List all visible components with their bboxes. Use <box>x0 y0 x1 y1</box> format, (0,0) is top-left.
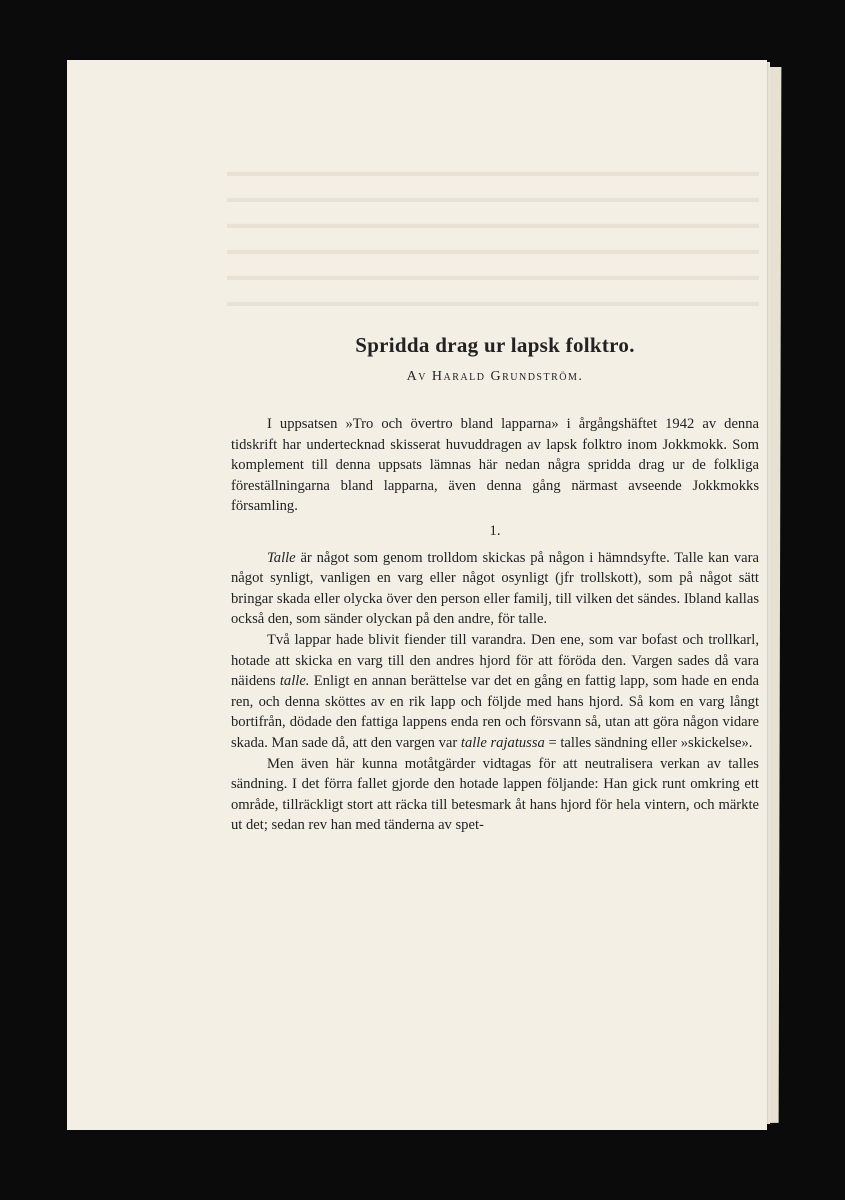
paragraph-text: är något som genom trolldom skickas på någon i hämndsyfte. Talle kan vara något synligt, vanligen en varg eller något osynligt (jfr trollskott), som på något sätt bringar skada eller olycka över den person eller familj, till vilken det sändes. Ibland kallas också den, som sänder olyckan på den andre, för talle. <box>231 549 759 628</box>
paragraph: Men även här kunna motåtgärder vidtagas för att neutralisera verkan av talles sändning. I det förra fallet gjorde den hotade lappen följande: Han gick runt omkring ett område, tillräckligt stort att räcka till betesmark åt hans hjord för hela vintern, och märkte ut det; sedan rev han med tänderna av spet- <box>231 755 759 834</box>
italic-term: talle rajatussa <box>460 734 545 751</box>
italic-term: Talle <box>267 549 296 566</box>
paragraph-text: = talles sändning eller »skickelse». <box>544 734 753 751</box>
section-number: 1. <box>489 522 501 539</box>
document-page <box>67 60 767 1130</box>
paragraph-text: Enligt en annan berättelse var det en gång en fattig lapp, som hade en enda ren, och denna sköttes av en rik lapp och följde med hans hjord. Så kom en varg långt bortifrån, dödade den fattiga lappens enda ren och försvann så, utan att göra någon vidare skada. Man sade då, att den vargen var <box>231 673 759 751</box>
article-author: Av Harald Grundström. <box>406 369 584 384</box>
paragraph <box>231 630 759 754</box>
intro-paragraph: I uppsatsen »Tro och övertro bland lapparna» i årgångshäftet 1942 av denna tidskrift har undertecknad skisserat huvuddragen av lapsk folktro inom Jokkmokk. Som komplement till denna uppsats lämnas här nedan några spridda drag ur de folkliga föreställningarna bland lapparna, även denna gång närmast avseende Jokkmokks församling. <box>231 416 759 515</box>
bleed-through: ▬▬▬▬▬▬▬▬▬▬▬▬▬▬▬▬▬▬▬▬▬▬▬▬▬▬▬▬▬▬▬▬▬▬▬▬▬▬ ▬▬▬▬▬▬▬▬▬▬▬▬▬▬▬▬▬▬▬▬▬▬▬▬▬▬▬▬▬▬▬▬▬▬▬▬▬▬ ▬▬▬▬▬▬▬▬▬▬▬▬▬▬▬▬▬▬▬▬▬▬▬▬▬▬▬▬▬▬▬▬▬▬▬▬▬▬ ▬▬▬▬▬▬▬▬▬▬▬▬▬▬▬▬▬▬▬▬▬▬▬▬▬▬▬▬▬▬▬▬▬▬▬▬▬▬ ▬▬▬▬▬▬▬▬▬▬▬▬▬▬▬▬▬▬▬▬▬▬▬▬▬▬▬▬▬▬▬▬▬▬▬▬▬▬ ▬▬▬▬▬▬▬▬▬▬▬▬▬▬▬▬▬▬▬▬▬▬▬▬▬▬▬▬▬▬▬▬▬▬▬▬▬▬ <box>227 165 759 310</box>
article <box>231 330 759 836</box>
paragraph <box>231 548 759 630</box>
article-title: Spridda drag ur lapsk folktro. <box>355 333 635 357</box>
article-body <box>231 414 759 836</box>
italic-term: talle. <box>279 673 310 690</box>
paragraph-text: Två lappar hade blivit fiender till varandra. Den ene, som var bofast och trollkarl, hotade att skicka en varg till den andres hjord för att föröda den. Vargen sades då vara näidens <box>231 631 759 690</box>
